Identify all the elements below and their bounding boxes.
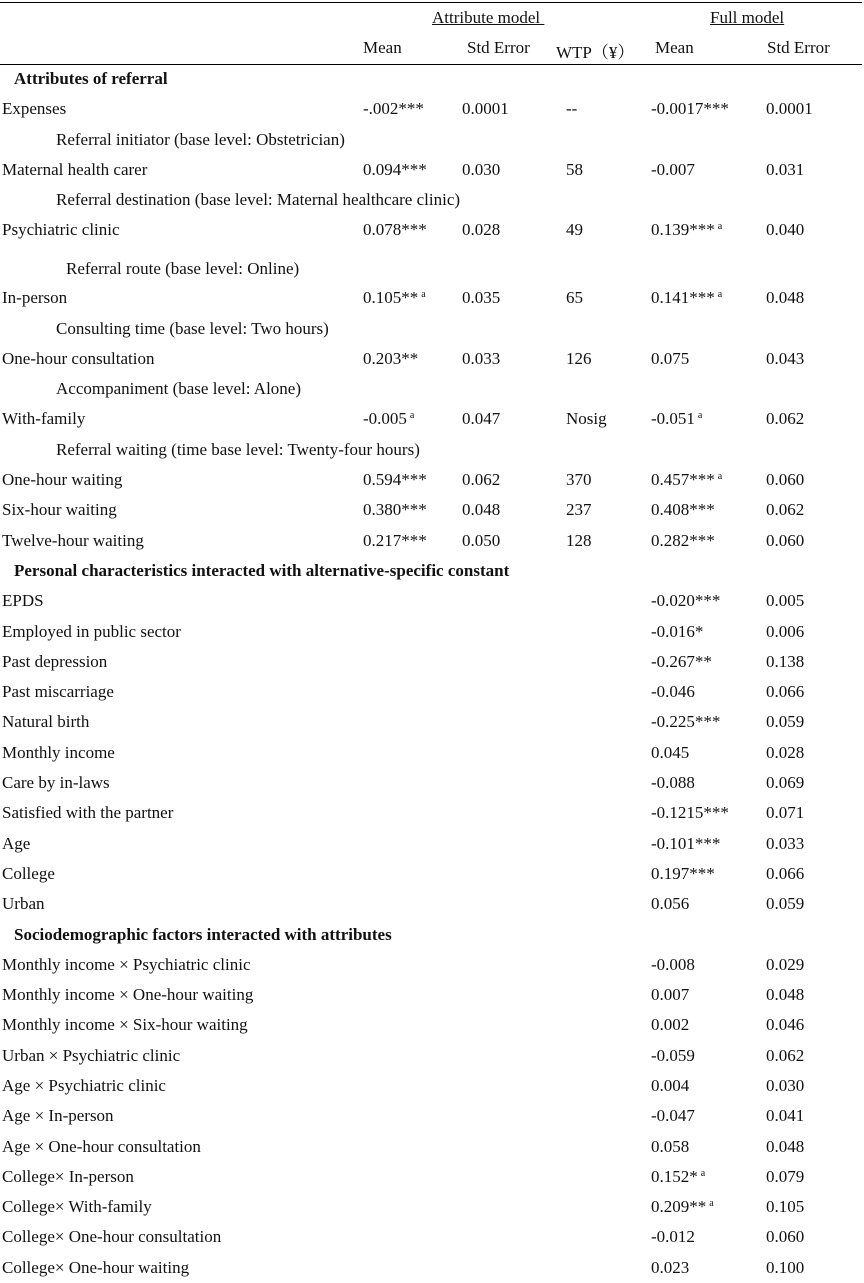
section-heading-row: [0, 556, 864, 586]
cell-value: 0.030: [766, 1076, 805, 1095]
row-label: College× One-hour consultation: [2, 1227, 222, 1247]
cell-c3: [566, 349, 592, 369]
cell-c1: [363, 349, 418, 369]
cell-value: 0.048: [766, 288, 805, 308]
significance-note-marker: a: [409, 410, 415, 422]
cell-c5: [766, 1046, 804, 1066]
significance-note-marker: a: [421, 289, 426, 301]
cell-value: 0.105: [766, 1197, 805, 1217]
cell-c5: [766, 985, 804, 1005]
row-label: Age: [2, 833, 31, 853]
cell-value: 0.075: [651, 348, 690, 368]
cell-value: 0.045: [651, 742, 690, 762]
cell-c2: [462, 500, 500, 520]
cell-c1: [363, 288, 426, 308]
table-row: [0, 1253, 864, 1283]
table-row: [0, 707, 864, 737]
row-label: Age × In-person: [2, 1106, 114, 1126]
cell-value: 0.066: [766, 682, 805, 702]
table-row: [0, 283, 864, 313]
cell-c3: [566, 288, 583, 308]
cell-c5: [766, 955, 804, 975]
cell-value: 0.046: [766, 1015, 805, 1035]
row-label: Age × Psychiatric clinic: [2, 1076, 166, 1095]
table-row: [0, 1192, 864, 1222]
cell-c1: [363, 160, 427, 180]
row-label: In-person: [2, 288, 68, 308]
cell-value: 0.060: [766, 1227, 805, 1247]
cell-value: 0.056: [651, 894, 690, 914]
significance-note-marker: a: [709, 1198, 714, 1210]
row-label: Monthly income × Six-hour waiting: [2, 1015, 248, 1035]
cell-value: 0.031: [766, 159, 805, 179]
cell-value: 0.028: [462, 220, 501, 240]
table-row: [0, 738, 864, 768]
cell-c4: [651, 773, 695, 793]
cell-value: -0.225***: [651, 712, 721, 732]
cell-value: 0.069: [766, 773, 805, 793]
table-row: [0, 215, 864, 245]
col-header-full-std-error: Std Error: [767, 38, 830, 57]
cell-c4: [651, 712, 720, 732]
cell-c5: [766, 288, 804, 308]
cell-value: 0.059: [766, 894, 805, 914]
cell-c4: [651, 1137, 689, 1157]
cell-value: 0.062: [766, 409, 805, 429]
base-level-row: [0, 314, 864, 344]
cell-value: -0.0017***: [651, 99, 729, 119]
row-label: Six-hour waiting: [2, 500, 117, 520]
cell-c4: [651, 1197, 714, 1217]
cell-c2: [462, 160, 500, 180]
cell-c5: [766, 1167, 804, 1187]
cell-value: 0.071: [766, 803, 805, 823]
cell-c2: [462, 470, 500, 490]
cell-c3: [566, 160, 583, 180]
cell-value: 0.023: [651, 1257, 690, 1277]
cell-c1: [363, 409, 414, 429]
cell-value: 0.209**: [651, 1197, 707, 1217]
cell-value: 0.048: [462, 500, 501, 520]
cell-value: 370: [566, 470, 592, 490]
cell-c5: [766, 349, 804, 369]
cell-c3: [566, 500, 592, 520]
cell-value: 0.035: [462, 288, 501, 308]
cell-c5: [766, 220, 804, 240]
cell-value: 0.030: [462, 159, 501, 179]
row-label: One-hour consultation: [2, 348, 155, 368]
cell-c4: [651, 288, 722, 308]
row-label: Consulting time (base level: Two hours): [56, 318, 329, 338]
cell-value: 0.457***: [651, 470, 715, 490]
cell-c5: [766, 1106, 804, 1126]
cell-c4: [651, 1015, 689, 1035]
section-title: Personal characteristics interacted with alternative-specific constant: [14, 560, 510, 580]
table-row: [0, 94, 864, 124]
cell-c1: [363, 500, 427, 520]
cell-c5: [766, 1137, 804, 1157]
cell-c4: [651, 955, 695, 975]
row-label: One-hour waiting: [2, 470, 123, 490]
cell-c5: [766, 1227, 804, 1247]
cell-value: 128: [566, 530, 592, 550]
cell-value: 0.033: [766, 833, 805, 853]
row-label: EPDS: [2, 591, 44, 611]
cell-value: 237: [566, 500, 592, 520]
cell-c5: [766, 160, 804, 180]
cell-c4: [651, 99, 729, 119]
base-level-row: [0, 374, 864, 404]
cell-value: 0.005: [766, 591, 805, 611]
cell-value: 0.0001: [766, 99, 813, 119]
cell-value: 58: [566, 159, 583, 179]
table-row: [0, 677, 864, 707]
cell-value: 0.006: [766, 621, 805, 641]
table-row: [0, 617, 864, 647]
cell-c4: [651, 1258, 689, 1278]
cell-value: 0.047: [462, 409, 501, 429]
cell-value: Nosig: [566, 409, 607, 429]
cell-c4: [651, 1076, 689, 1096]
row-label: Monthly income × Psychiatric clinic: [2, 954, 251, 974]
cell-value: --: [566, 99, 578, 119]
cell-c3: [566, 409, 607, 429]
table-row: [0, 889, 864, 919]
cell-value: 0.138: [766, 651, 805, 671]
table-row: [0, 859, 864, 889]
cell-c4: [651, 834, 720, 854]
cell-c5: [766, 652, 804, 672]
base-level-row: [0, 185, 864, 215]
cell-c1: [363, 220, 427, 240]
cell-c4: [651, 864, 715, 884]
cell-c4: [651, 1167, 705, 1187]
cell-value: 0.152*: [651, 1166, 698, 1186]
row-label: Past miscarriage: [2, 682, 114, 702]
significance-note-marker: a: [717, 471, 723, 483]
cell-c5: [766, 773, 804, 793]
cell-value: -0.101***: [651, 833, 721, 853]
cell-value: 0.100: [766, 1257, 805, 1277]
cell-c5: [766, 864, 804, 884]
cell-c5: [766, 409, 804, 429]
cell-value: 0.078***: [363, 220, 427, 240]
full-model-heading: Full model: [710, 8, 785, 27]
row-label: Urban: [2, 894, 45, 914]
cell-value: 65: [566, 288, 583, 308]
cell-c2: [462, 349, 500, 369]
cell-value: 0.062: [462, 470, 501, 490]
cell-c4: [651, 349, 689, 369]
cell-value: 0.062: [766, 500, 805, 520]
cell-c5: [766, 1258, 804, 1278]
cell-value: -0.005: [363, 409, 407, 429]
cell-value: 0.048: [766, 1136, 805, 1156]
cell-c2: [462, 99, 509, 119]
row-label: Maternal health carer: [2, 159, 148, 179]
cell-c4: [651, 622, 703, 642]
row-label: Urban × Psychiatric clinic: [2, 1045, 181, 1065]
cell-c5: [766, 531, 804, 551]
cell-c4: [651, 894, 689, 914]
table-row: [0, 1071, 864, 1101]
cell-c4: [651, 531, 715, 551]
table-row: [0, 155, 864, 185]
cell-value: 0.029: [766, 954, 805, 974]
table-row: [0, 980, 864, 1010]
row-label: Twelve-hour waiting: [2, 530, 144, 550]
cell-c5: [766, 1197, 804, 1217]
table-row: [0, 829, 864, 859]
cell-c5: [766, 99, 813, 119]
table-row: [0, 950, 864, 980]
cell-c4: [651, 591, 720, 611]
section-title: Attributes of referral: [14, 69, 168, 88]
row-label: Past depression: [2, 651, 108, 671]
cell-value: 0.066: [766, 863, 805, 883]
significance-note-marker: a: [717, 221, 723, 233]
cell-c4: [651, 682, 695, 702]
table-row: [0, 768, 864, 798]
cell-value: 0.060: [766, 530, 805, 550]
cell-c1: [363, 99, 424, 119]
row-label: With-family: [2, 409, 86, 429]
cell-c5: [766, 682, 804, 702]
row-label: Natural birth: [2, 712, 90, 732]
cell-value: 0.094***: [363, 159, 427, 179]
cell-c5: [766, 470, 804, 490]
cell-c5: [766, 834, 804, 854]
cell-c5: [766, 894, 804, 914]
cell-value: -0.016*: [651, 621, 704, 641]
row-label: Employed in public sector: [2, 621, 181, 641]
cell-value: 0.0001: [462, 99, 509, 119]
col-header-attr-mean: Mean: [363, 38, 402, 57]
row-label: College× With-family: [2, 1197, 152, 1217]
cell-c2: [462, 409, 500, 429]
cell-value: 0.380***: [363, 500, 427, 520]
row-label: Referral route (base level: Online): [66, 258, 300, 278]
cell-c3: [566, 531, 592, 551]
cell-c2: [462, 531, 500, 551]
cell-value: 0.040: [766, 220, 805, 240]
cell-c4: [651, 1227, 695, 1247]
cell-c5: [766, 591, 804, 611]
table-row: [0, 1132, 864, 1162]
cell-value: 0.048: [766, 985, 805, 1005]
cell-value: -.002***: [363, 99, 424, 119]
base-level-row: [0, 246, 864, 284]
row-label: College× In-person: [2, 1166, 134, 1186]
cell-value: 0.041: [766, 1106, 805, 1126]
table-row: [0, 647, 864, 677]
cell-c4: [651, 985, 689, 1005]
cell-value: 0.028: [766, 742, 805, 762]
cell-value: 0.004: [651, 1076, 690, 1095]
cell-c3: [566, 470, 592, 490]
cell-c1: [363, 531, 427, 551]
cell-value: 0.408***: [651, 500, 715, 520]
cell-c3: [566, 220, 583, 240]
row-label: Care by in-laws: [2, 773, 110, 793]
attribute-model-heading: Attribute model: [432, 8, 545, 27]
cell-c4: [651, 1106, 695, 1126]
table-row: [0, 495, 864, 525]
table-row: [0, 344, 864, 374]
cell-value: -0.046: [651, 682, 695, 702]
table-row: [0, 404, 864, 434]
cell-value: 0.105**: [363, 288, 419, 308]
row-label: Referral destination (base level: Maternal healthcare clinic): [56, 190, 461, 210]
section-title: Sociodemographic factors interacted with attributes: [14, 924, 392, 944]
cell-c5: [766, 500, 804, 520]
row-label: Expenses: [2, 99, 67, 119]
table-body: [0, 64, 864, 1283]
table-row: [0, 526, 864, 556]
cell-value: 0.282***: [651, 530, 715, 550]
row-label: Referral waiting (time base level: Twenty-four hours): [56, 439, 420, 459]
cell-c4: [651, 652, 712, 672]
table-row: [0, 1041, 864, 1071]
cell-c4: [651, 220, 722, 240]
cell-c5: [766, 712, 804, 732]
cell-c5: [766, 622, 804, 642]
cell-value: 0.058: [651, 1136, 690, 1156]
cell-value: -0.059: [651, 1045, 695, 1065]
cell-value: 49: [566, 220, 583, 240]
cell-value: 0.079: [766, 1166, 805, 1186]
cell-value: 0.217***: [363, 530, 427, 550]
col-header-wtp: WTP（¥）: [556, 43, 635, 62]
cell-value: 0.141***: [651, 288, 715, 308]
cell-c4: [651, 803, 729, 823]
cell-c3: [566, 99, 577, 119]
table-row: [0, 586, 864, 616]
row-label: Age × One-hour consultation: [2, 1136, 201, 1156]
cell-c4: [651, 409, 702, 429]
cell-value: -0.1215***: [651, 803, 729, 823]
cell-value: 0.060: [766, 470, 805, 490]
cell-c4: [651, 1046, 695, 1066]
row-label: Referral initiator (base level: Obstetrician): [56, 129, 345, 149]
significance-note-marker: a: [700, 1167, 706, 1179]
cell-value: -0.088: [651, 773, 695, 793]
cell-c2: [462, 288, 500, 308]
cell-value: 0.007: [651, 985, 690, 1005]
cell-value: 0.059: [766, 712, 805, 732]
cell-value: 0.203**: [363, 348, 419, 368]
cell-c1: [363, 470, 427, 490]
cell-value: 0.002: [651, 1015, 690, 1035]
cell-c4: [651, 743, 689, 763]
cell-c5: [766, 743, 804, 763]
table-row: [0, 1101, 864, 1131]
row-label: College: [2, 863, 55, 883]
table-row: [0, 465, 864, 495]
cell-value: 0.062: [766, 1045, 805, 1065]
cell-value: -0.051: [651, 409, 695, 429]
cell-value: 0.139***: [651, 220, 715, 240]
table-row: [0, 1010, 864, 1040]
cell-c2: [462, 220, 500, 240]
section-heading-row: [0, 920, 864, 950]
row-label: College× One-hour waiting: [2, 1257, 190, 1277]
row-label: Accompaniment (base level: Alone): [56, 379, 301, 399]
col-header-attr-std-error: Std Error: [467, 38, 530, 57]
cell-value: -0.008: [651, 954, 695, 974]
row-label: Monthly income: [2, 742, 115, 762]
cell-value: 0.050: [462, 530, 501, 550]
cell-c4: [651, 500, 715, 520]
cell-c5: [766, 1076, 804, 1096]
row-label: Satisfied with the partner: [2, 803, 174, 823]
cell-c5: [766, 803, 804, 823]
cell-value: 0.594***: [363, 470, 427, 490]
cell-value: -0.047: [651, 1106, 695, 1126]
cell-value: -0.267**: [651, 651, 712, 671]
cell-value: 0.033: [462, 348, 501, 368]
cell-value: 0.197***: [651, 863, 715, 883]
table-row: [0, 798, 864, 828]
significance-note-marker: a: [717, 289, 723, 301]
col-header-full-mean: Mean: [655, 38, 694, 57]
cell-value: -0.007: [651, 159, 695, 179]
significance-note-marker: a: [697, 410, 703, 422]
section-heading-row: [0, 64, 864, 94]
cell-value: 0.043: [766, 348, 805, 368]
table-row: [0, 1162, 864, 1192]
base-level-row: [0, 125, 864, 155]
base-level-row: [0, 435, 864, 465]
cell-c4: [651, 470, 722, 490]
cell-value: -0.012: [651, 1227, 695, 1247]
cell-value: -0.020***: [651, 591, 721, 611]
table-top-rule: [0, 2, 862, 3]
row-label: Monthly income × One-hour waiting: [2, 985, 254, 1005]
row-label: Psychiatric clinic: [2, 220, 120, 240]
table-row: [0, 1222, 864, 1252]
cell-value: 126: [566, 348, 592, 368]
cell-c4: [651, 160, 695, 180]
cell-c5: [766, 1015, 804, 1035]
